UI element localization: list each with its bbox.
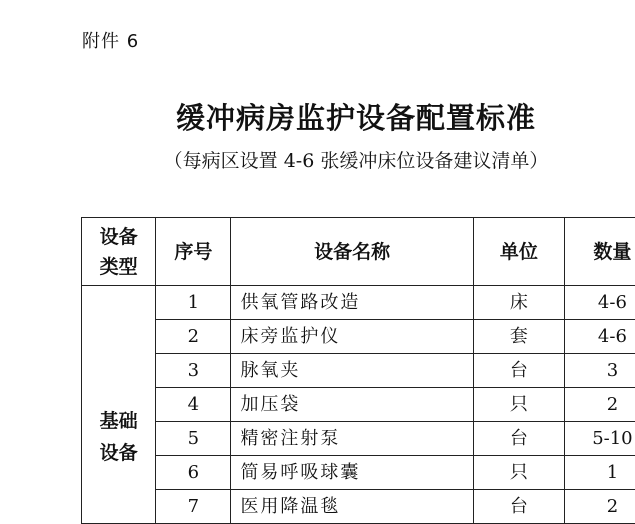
row-index: 1 xyxy=(156,286,231,320)
row-unit: 只 xyxy=(473,456,564,490)
header-device-type: 设备类型 xyxy=(82,218,156,286)
table-row xyxy=(82,286,635,320)
row-device-name: 医用降温毯 xyxy=(231,490,473,524)
table-row xyxy=(82,422,635,456)
row-quantity: 1 xyxy=(564,456,635,490)
table-row xyxy=(82,490,635,524)
row-quantity: 4-6 xyxy=(564,286,635,320)
header-quantity: 数量 xyxy=(564,218,635,286)
row-quantity: 2 xyxy=(564,388,635,422)
row-device-name: 床旁监护仪 xyxy=(231,320,473,354)
row-device-name: 脉氧夹 xyxy=(231,354,473,388)
row-device-name: 简易呼吸球囊 xyxy=(231,456,473,490)
header-unit: 单位 xyxy=(473,218,564,286)
table-row xyxy=(82,388,635,422)
table-row xyxy=(82,456,635,490)
table-row xyxy=(82,320,635,354)
row-index: 5 xyxy=(156,422,231,456)
row-device-name: 精密注射泵 xyxy=(231,422,473,456)
row-unit: 台 xyxy=(473,422,564,456)
row-unit: 台 xyxy=(473,490,564,524)
row-index: 6 xyxy=(156,456,231,490)
row-device-name: 加压袋 xyxy=(231,388,473,422)
table-header-row xyxy=(82,218,635,286)
row-unit: 台 xyxy=(473,354,564,388)
document-subtitle: （每病区设置 4-6 张缓冲床位设备建议清单） xyxy=(0,147,635,175)
row-index: 7 xyxy=(156,490,231,524)
device-type-cell: 基础设备 xyxy=(82,286,156,524)
row-quantity: 4-6 xyxy=(564,320,635,354)
row-index: 4 xyxy=(156,388,231,422)
row-quantity: 2 xyxy=(564,490,635,524)
row-index: 2 xyxy=(156,320,231,354)
row-quantity: 5-10 xyxy=(564,422,635,456)
row-unit: 只 xyxy=(473,388,564,422)
equipment-table xyxy=(81,217,635,524)
row-quantity: 3 xyxy=(564,354,635,388)
row-device-name: 供氧管路改造 xyxy=(231,286,473,320)
header-index: 序号 xyxy=(156,218,231,286)
row-unit: 套 xyxy=(473,320,564,354)
header-device-name: 设备名称 xyxy=(231,218,473,286)
attachment-label: 附件 6 xyxy=(82,30,139,54)
row-index: 3 xyxy=(156,354,231,388)
table-row xyxy=(82,354,635,388)
row-unit: 床 xyxy=(473,286,564,320)
document-title: 缓冲病房监护设备配置标准 xyxy=(0,98,635,138)
